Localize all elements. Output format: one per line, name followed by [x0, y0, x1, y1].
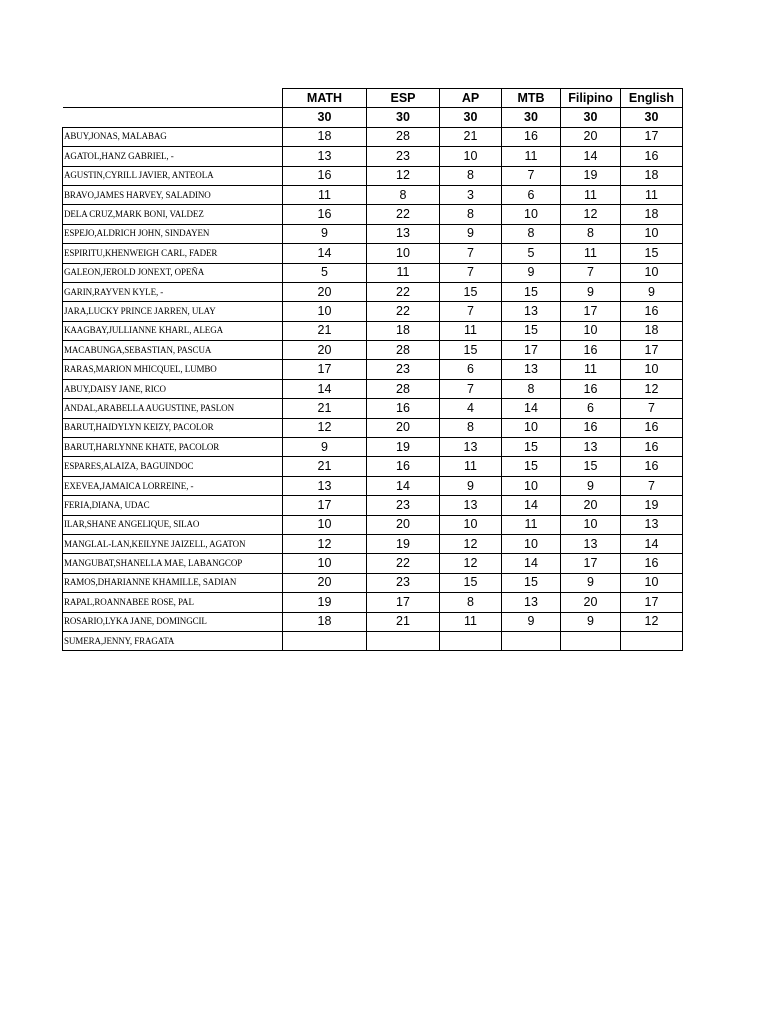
score-cell-mtb: 15 — [502, 282, 561, 301]
score-cell-filipino: 11 — [561, 360, 621, 379]
score-cell-ap: 15 — [440, 573, 502, 592]
score-cell-mtb: 13 — [502, 302, 561, 321]
score-cell-esp: 16 — [367, 457, 440, 476]
score-cell-english: 16 — [621, 418, 683, 437]
score-cell-english: 9 — [621, 282, 683, 301]
score-cell-esp: 28 — [367, 379, 440, 398]
score-cell-filipino: 10 — [561, 515, 621, 534]
score-cell-ap: 13 — [440, 438, 502, 457]
student-name-cell: BRAVO,JAMES HARVEY, SALADINO — [63, 185, 283, 204]
score-cell-ap: 9 — [440, 476, 502, 495]
score-cell-esp: 23 — [367, 147, 440, 166]
score-cell-english: 17 — [621, 593, 683, 612]
score-cell-filipino: 15 — [561, 457, 621, 476]
score-cell-math: 12 — [283, 534, 367, 553]
score-cell-english: 15 — [621, 244, 683, 263]
score-cell-math: 12 — [283, 418, 367, 437]
table-row — [63, 244, 683, 263]
student-name-cell: ANDAL,ARABELLA AUGUSTINE, PASLON — [63, 399, 283, 418]
score-cell-math: 16 — [283, 205, 367, 224]
score-cell-mtb: 11 — [502, 515, 561, 534]
score-cell-ap: 13 — [440, 496, 502, 515]
score-cell-esp: 11 — [367, 263, 440, 282]
score-cell-math: 18 — [283, 612, 367, 631]
score-cell-math: 19 — [283, 593, 367, 612]
score-cell-ap: 11 — [440, 321, 502, 340]
score-cell-english: 10 — [621, 224, 683, 243]
score-cell-filipino: 17 — [561, 302, 621, 321]
score-cell-filipino: 17 — [561, 554, 621, 573]
table-row — [63, 476, 683, 495]
score-cell-math: 16 — [283, 166, 367, 185]
score-cell-math: 14 — [283, 244, 367, 263]
score-cell-esp: 22 — [367, 554, 440, 573]
score-cell-esp — [367, 631, 440, 650]
score-cell-ap: 11 — [440, 612, 502, 631]
score-cell-ap: 11 — [440, 457, 502, 476]
score-cell-ap: 12 — [440, 534, 502, 553]
subject-header-mtb: MTB — [502, 89, 561, 108]
score-cell-mtb: 5 — [502, 244, 561, 263]
score-cell-filipino: 20 — [561, 496, 621, 515]
score-cell-filipino — [561, 631, 621, 650]
score-cell-english: 18 — [621, 166, 683, 185]
score-cell-math: 20 — [283, 573, 367, 592]
student-name-cell: MACABUNGA,SEBASTIAN, PASCUA — [63, 341, 283, 360]
score-cell-filipino: 9 — [561, 282, 621, 301]
score-cell-ap: 10 — [440, 515, 502, 534]
score-cell-ap: 7 — [440, 302, 502, 321]
score-cell-esp: 23 — [367, 496, 440, 515]
score-cell-english: 10 — [621, 573, 683, 592]
score-cell-math: 17 — [283, 496, 367, 515]
score-cell-filipino: 14 — [561, 147, 621, 166]
max-score-esp: 30 — [367, 108, 440, 127]
score-cell-mtb: 15 — [502, 573, 561, 592]
score-cell-esp: 28 — [367, 127, 440, 146]
table-row — [63, 127, 683, 146]
score-cell-filipino: 16 — [561, 418, 621, 437]
table-row — [63, 360, 683, 379]
score-cell-english: 18 — [621, 321, 683, 340]
score-cell-math: 10 — [283, 515, 367, 534]
student-name-cell: EXEVEA,JAMAICA LORREINE, - — [63, 476, 283, 495]
score-cell-mtb: 8 — [502, 224, 561, 243]
score-cell-mtb: 17 — [502, 341, 561, 360]
subject-header-ap: AP — [440, 89, 502, 108]
score-cell-math: 14 — [283, 379, 367, 398]
table-row — [63, 593, 683, 612]
score-cell-math: 20 — [283, 282, 367, 301]
table-row — [63, 185, 683, 204]
corner-cell — [63, 89, 283, 108]
student-name-cell: ABUY,DAISY JANE, RICO — [63, 379, 283, 398]
score-cell-esp: 22 — [367, 302, 440, 321]
score-cell-math: 10 — [283, 302, 367, 321]
score-cell-ap: 6 — [440, 360, 502, 379]
table-row — [63, 515, 683, 534]
table-row — [63, 496, 683, 515]
score-cell-esp: 20 — [367, 515, 440, 534]
score-cell-mtb: 10 — [502, 418, 561, 437]
student-name-cell: GARIN,RAYVEN KYLE, - — [63, 282, 283, 301]
score-cell-mtb: 16 — [502, 127, 561, 146]
table-header — [63, 89, 683, 128]
table-row — [63, 631, 683, 650]
score-cell-math: 9 — [283, 438, 367, 457]
score-cell-ap: 21 — [440, 127, 502, 146]
table-row — [63, 457, 683, 476]
score-cell-english: 18 — [621, 205, 683, 224]
score-cell-english: 16 — [621, 302, 683, 321]
score-cell-esp: 23 — [367, 360, 440, 379]
score-cell-math: 11 — [283, 185, 367, 204]
score-cell-english: 7 — [621, 399, 683, 418]
score-cell-ap: 9 — [440, 224, 502, 243]
score-cell-english: 17 — [621, 127, 683, 146]
student-name-cell: ABUY,JONAS, MALABAG — [63, 127, 283, 146]
score-cell-ap: 7 — [440, 379, 502, 398]
student-name-cell: JARA,LUCKY PRINCE JARREN, ULAY — [63, 302, 283, 321]
score-cell-esp: 21 — [367, 612, 440, 631]
subject-header-english: English — [621, 89, 683, 108]
score-cell-filipino: 9 — [561, 573, 621, 592]
score-cell-english: 10 — [621, 263, 683, 282]
score-cell-ap: 3 — [440, 185, 502, 204]
score-cell-mtb: 10 — [502, 534, 561, 553]
score-cell-math: 13 — [283, 476, 367, 495]
score-cell-mtb: 14 — [502, 496, 561, 515]
student-name-cell: ILAR,SHANE ANGELIQUE, SILAO — [63, 515, 283, 534]
score-cell-mtb: 13 — [502, 593, 561, 612]
score-cell-filipino: 12 — [561, 205, 621, 224]
student-name-cell: ESPIRITU,KHENWEIGH CARL, FADER — [63, 244, 283, 263]
score-cell-filipino: 19 — [561, 166, 621, 185]
student-name-cell: ROSARIO,LYKA JANE, DOMINGCIL — [63, 612, 283, 631]
student-name-cell: ESPARES,ALAIZA, BAGUINDOC — [63, 457, 283, 476]
score-cell-filipino: 11 — [561, 244, 621, 263]
table-row — [63, 379, 683, 398]
table-row — [63, 302, 683, 321]
score-cell-english: 16 — [621, 147, 683, 166]
max-score-mtb: 30 — [502, 108, 561, 127]
score-cell-esp: 28 — [367, 341, 440, 360]
student-name-cell: SUMERA,JENNY, FRAGATA — [63, 631, 283, 650]
table-row — [63, 573, 683, 592]
score-cell-esp: 17 — [367, 593, 440, 612]
table-row — [63, 418, 683, 437]
score-cell-mtb: 9 — [502, 263, 561, 282]
table-row — [63, 147, 683, 166]
score-cell-ap: 8 — [440, 166, 502, 185]
score-cell-ap: 15 — [440, 341, 502, 360]
score-cell-filipino: 11 — [561, 185, 621, 204]
table-row — [63, 341, 683, 360]
student-name-cell: GALEON,JEROLD JONEXT, OPEÑA — [63, 263, 283, 282]
table-row — [63, 282, 683, 301]
score-cell-filipino: 20 — [561, 127, 621, 146]
score-cell-esp: 18 — [367, 321, 440, 340]
table-row — [63, 205, 683, 224]
score-cell-ap: 7 — [440, 244, 502, 263]
table-row — [63, 612, 683, 631]
score-cell-english: 17 — [621, 341, 683, 360]
score-cell-mtb: 14 — [502, 554, 561, 573]
max-score-ap: 30 — [440, 108, 502, 127]
score-cell-english: 10 — [621, 360, 683, 379]
subject-header-row — [63, 89, 683, 108]
score-cell-mtb: 7 — [502, 166, 561, 185]
score-cell-english: 16 — [621, 438, 683, 457]
table-row — [63, 554, 683, 573]
student-name-cell: RAMOS,DHARIANNE KHAMILLE, SADIAN — [63, 573, 283, 592]
score-cell-english: 12 — [621, 612, 683, 631]
student-name-cell: RARAS,MARION MHICQUEL, LUMBO — [63, 360, 283, 379]
score-cell-ap: 8 — [440, 205, 502, 224]
score-cell-math: 9 — [283, 224, 367, 243]
score-cell-mtb: 14 — [502, 399, 561, 418]
score-cell-mtb — [502, 631, 561, 650]
score-cell-english: 16 — [621, 457, 683, 476]
grade-sheet-table — [62, 88, 683, 651]
score-cell-ap: 10 — [440, 147, 502, 166]
score-cell-filipino: 8 — [561, 224, 621, 243]
score-cell-filipino: 7 — [561, 263, 621, 282]
score-cell-english: 13 — [621, 515, 683, 534]
score-cell-filipino: 10 — [561, 321, 621, 340]
student-name-cell: MANGUBAT,SHANELLA MAE, LABANGCOP — [63, 554, 283, 573]
score-cell-math: 21 — [283, 457, 367, 476]
max-score-english: 30 — [621, 108, 683, 127]
table-row — [63, 263, 683, 282]
score-cell-english: 14 — [621, 534, 683, 553]
score-cell-mtb: 13 — [502, 360, 561, 379]
score-cell-ap: 15 — [440, 282, 502, 301]
score-cell-esp: 19 — [367, 438, 440, 457]
subject-header-filipino: Filipino — [561, 89, 621, 108]
student-name-cell: AGUSTIN,CYRILL JAVIER, ANTEOLA — [63, 166, 283, 185]
score-cell-esp: 8 — [367, 185, 440, 204]
score-cell-esp: 20 — [367, 418, 440, 437]
score-cell-filipino: 13 — [561, 534, 621, 553]
score-cell-mtb: 15 — [502, 438, 561, 457]
score-cell-mtb: 10 — [502, 476, 561, 495]
table-row — [63, 224, 683, 243]
table-row — [63, 438, 683, 457]
score-cell-ap: 12 — [440, 554, 502, 573]
score-cell-esp: 23 — [367, 573, 440, 592]
score-cell-esp: 13 — [367, 224, 440, 243]
student-name-cell: RAPAL,ROANNABEE ROSE, PAL — [63, 593, 283, 612]
score-cell-math: 13 — [283, 147, 367, 166]
student-name-cell: MANGLAL-LAN,KEILYNE JAIZELL, AGATON — [63, 534, 283, 553]
table-row — [63, 534, 683, 553]
score-cell-mtb: 8 — [502, 379, 561, 398]
score-cell-mtb: 10 — [502, 205, 561, 224]
student-name-cell: BARUT,HARLYNNE KHATE, PACOLOR — [63, 438, 283, 457]
score-cell-filipino: 13 — [561, 438, 621, 457]
student-name-cell: ESPEJO,ALDRICH JOHN, SINDAYEN — [63, 224, 283, 243]
score-cell-mtb: 11 — [502, 147, 561, 166]
score-cell-math: 10 — [283, 554, 367, 573]
score-cell-filipino: 6 — [561, 399, 621, 418]
score-cell-math: 21 — [283, 399, 367, 418]
score-cell-mtb: 15 — [502, 457, 561, 476]
subject-header-esp: ESP — [367, 89, 440, 108]
student-name-cell: FERIA,DIANA, UDAC — [63, 496, 283, 515]
score-cell-esp: 19 — [367, 534, 440, 553]
score-cell-math: 20 — [283, 341, 367, 360]
score-cell-math — [283, 631, 367, 650]
table-row — [63, 166, 683, 185]
student-name-cell: DELA CRUZ,MARK BONI, VALDEZ — [63, 205, 283, 224]
score-cell-english: 11 — [621, 185, 683, 204]
score-cell-filipino: 9 — [561, 476, 621, 495]
score-cell-math: 5 — [283, 263, 367, 282]
student-rows — [63, 127, 683, 651]
score-cell-english: 16 — [621, 554, 683, 573]
score-cell-english — [621, 631, 683, 650]
score-cell-ap: 7 — [440, 263, 502, 282]
score-cell-esp: 14 — [367, 476, 440, 495]
score-cell-esp: 12 — [367, 166, 440, 185]
score-cell-mtb: 9 — [502, 612, 561, 631]
score-cell-filipino: 9 — [561, 612, 621, 631]
score-cell-esp: 16 — [367, 399, 440, 418]
score-cell-filipino: 16 — [561, 379, 621, 398]
score-cell-mtb: 15 — [502, 321, 561, 340]
student-name-cell: AGATOL,HANZ GABRIEL, - — [63, 147, 283, 166]
score-cell-ap: 4 — [440, 399, 502, 418]
score-cell-ap — [440, 631, 502, 650]
score-cell-english: 7 — [621, 476, 683, 495]
score-cell-esp: 22 — [367, 282, 440, 301]
score-cell-english: 12 — [621, 379, 683, 398]
max-score-label-cell — [63, 108, 283, 127]
score-cell-esp: 22 — [367, 205, 440, 224]
score-cell-english: 19 — [621, 496, 683, 515]
student-name-cell: KAAGBAY,JULLIANNE KHARL, ALEGA — [63, 321, 283, 340]
max-score-filipino: 30 — [561, 108, 621, 127]
score-cell-math: 17 — [283, 360, 367, 379]
score-cell-ap: 8 — [440, 418, 502, 437]
table-row — [63, 399, 683, 418]
score-cell-math: 18 — [283, 127, 367, 146]
score-cell-mtb: 6 — [502, 185, 561, 204]
score-cell-math: 21 — [283, 321, 367, 340]
score-cell-ap: 8 — [440, 593, 502, 612]
max-score-row — [63, 108, 683, 127]
score-cell-filipino: 20 — [561, 593, 621, 612]
max-score-math: 30 — [283, 108, 367, 127]
score-cell-filipino: 16 — [561, 341, 621, 360]
table-row — [63, 321, 683, 340]
score-cell-esp: 10 — [367, 244, 440, 263]
subject-header-math: MATH — [283, 89, 367, 108]
student-name-cell: BARUT,HAIDYLYN KEIZY, PACOLOR — [63, 418, 283, 437]
